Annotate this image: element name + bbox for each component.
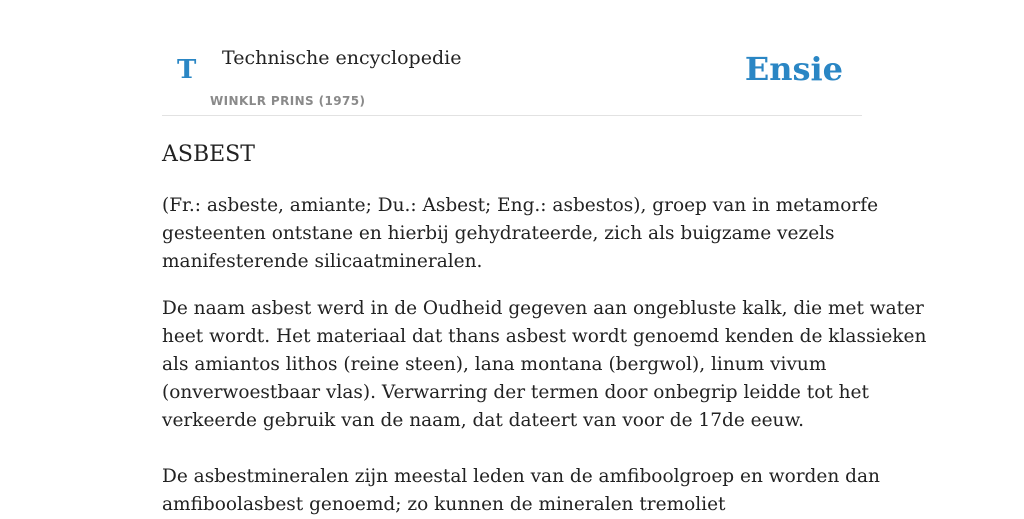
paragraph-line: heet wordt. Het materiaal dat thans asbest wordt genoemd kenden de klassieken <box>162 326 927 347</box>
paragraph-line: manifesterende silicaatmineralen. <box>162 251 483 272</box>
paragraph-line: De naam asbest werd in de Oudheid gegeven aan ongebluste kalk, die met water <box>162 298 924 319</box>
paragraph-line: De asbestmineralen zijn meestal leden van de amfiboolgroep en worden dan <box>162 466 880 487</box>
entry-paragraph-1 <box>162 192 879 276</box>
paragraph-line: amfiboolasbest genoemd; zo kunnen de mineralen tremoliet <box>162 494 726 515</box>
paragraph-line: (Fr.: asbeste, amiante; Du.: Asbest; Eng.: asbestos), groep van in metamorfe <box>162 195 879 216</box>
article-header <box>162 0 862 116</box>
book-logo-icon[interactable]: T <box>177 55 197 85</box>
paragraph-line: als amiantos lithos (reine steen), lana montana (bergwol), linum vivum <box>162 354 827 375</box>
entry-paragraph-3 <box>162 463 880 519</box>
paragraph-line: verkeerde gebruik van de naam, dat dateert van voor de 17de eeuw. <box>162 410 804 431</box>
entry-title: ASBEST <box>162 142 255 167</box>
article-page <box>162 0 927 515</box>
paragraph-line: gesteenten ontstane en hierbij gehydrateerde, zich als buigzame vezels <box>162 223 835 244</box>
entry-paragraph-2 <box>162 295 927 435</box>
book-title-link[interactable]: Technische encyclopedie <box>222 47 462 69</box>
paragraph-line: (onverwoestbaar vlas). Verwarring der termen door onbegrip leidde tot het <box>162 382 869 403</box>
book-source-label: WINKLR PRINS (1975) <box>210 94 366 108</box>
ensie-logo[interactable]: Ensie <box>744 50 843 88</box>
